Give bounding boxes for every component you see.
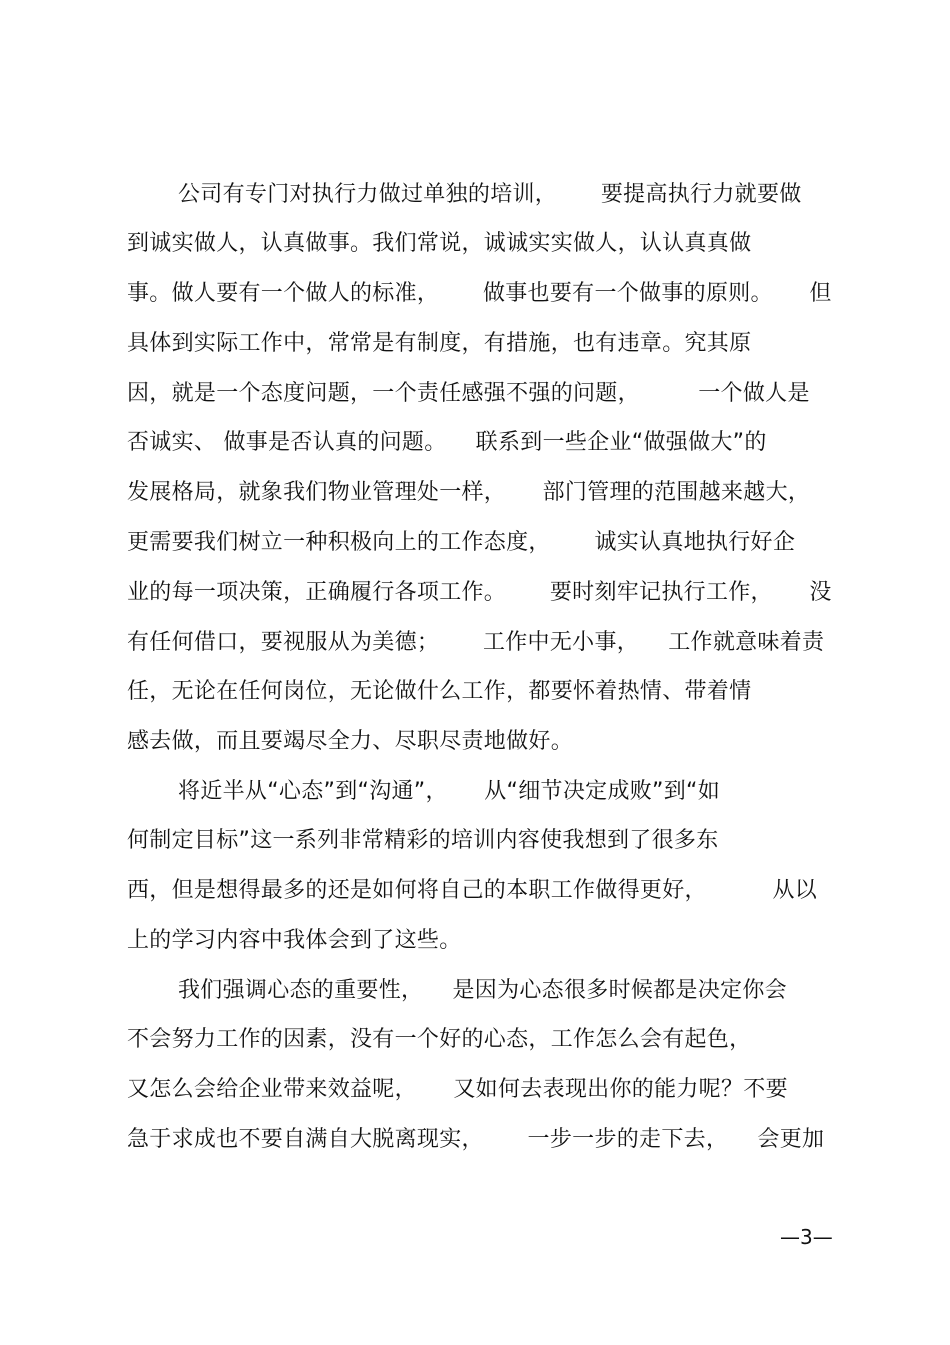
text-line: 何制定目标”这一系列非常精彩的培训内容使我想到了很多东 bbox=[127, 828, 719, 853]
text-line: 任，无论在任何岗位，无论做什么工作，都要怀着热情、带着情 bbox=[127, 679, 752, 704]
text-line: 有任何借口，要视服从为美德； 工作中无小事， 工作就意味着责 bbox=[127, 630, 825, 655]
text-line: 不会努力工作的因素，没有一个好的心态，工作怎么会有起色， bbox=[127, 1027, 752, 1052]
text-line: 我们强调心态的重要性， 是因为心态很多时候都是决定你会 bbox=[178, 978, 787, 1003]
text-line: 西，但是想得最多的还是如何将自己的本职工作做得更好， 从以 bbox=[127, 878, 818, 903]
text-line: 上的学习内容中我体会到了这些。 bbox=[127, 928, 462, 953]
text-line: 感去做，而且要竭尽全力、尽职尽责地做好。 bbox=[127, 729, 574, 754]
text-line: 将近半从“心态”到“沟通”， 从“细节决定成败”到“如 bbox=[178, 779, 721, 804]
text-line: 更需要我们树立一种积极向上的工作态度， 诚实认真地执行好企 bbox=[127, 530, 796, 555]
text-line: 否诚实、 做事是否认真的问题。 联系到一些企业“做强做大”的 bbox=[127, 430, 767, 455]
text-line: 又怎么会给企业带来效益呢， 又如何去表现出你的能力呢？不要 bbox=[127, 1077, 788, 1102]
text-line: 因，就是一个态度问题，一个责任感强不强的问题， 一个做人是 bbox=[127, 381, 810, 406]
text-line: 发展格局，就象我们物业管理处一样， 部门管理的范围越来越大， bbox=[127, 480, 811, 505]
text-line: 公司有专门对执行力做过单独的培训， 要提高执行力就要做 bbox=[178, 182, 802, 207]
page-number: —3— bbox=[780, 1225, 833, 1249]
text-line: 业的每一项决策，正确履行各项工作。 要时刻牢记执行工作， 没 bbox=[127, 580, 832, 605]
text-line: 到诚实做人，认真做事。我们常说，诚诚实实做人，认认真真做 bbox=[127, 231, 752, 256]
text-line: 急于求成也不要自满自大脱离现实， 一步一步的走下去， 会更加 bbox=[127, 1127, 825, 1152]
text-line: 事。做人要有一个做人的标准， 做事也要有一个做事的原则。 但 bbox=[127, 281, 832, 306]
text-line: 具体到实际工作中，常常是有制度，有措施，也有违章。究其原 bbox=[127, 331, 752, 356]
